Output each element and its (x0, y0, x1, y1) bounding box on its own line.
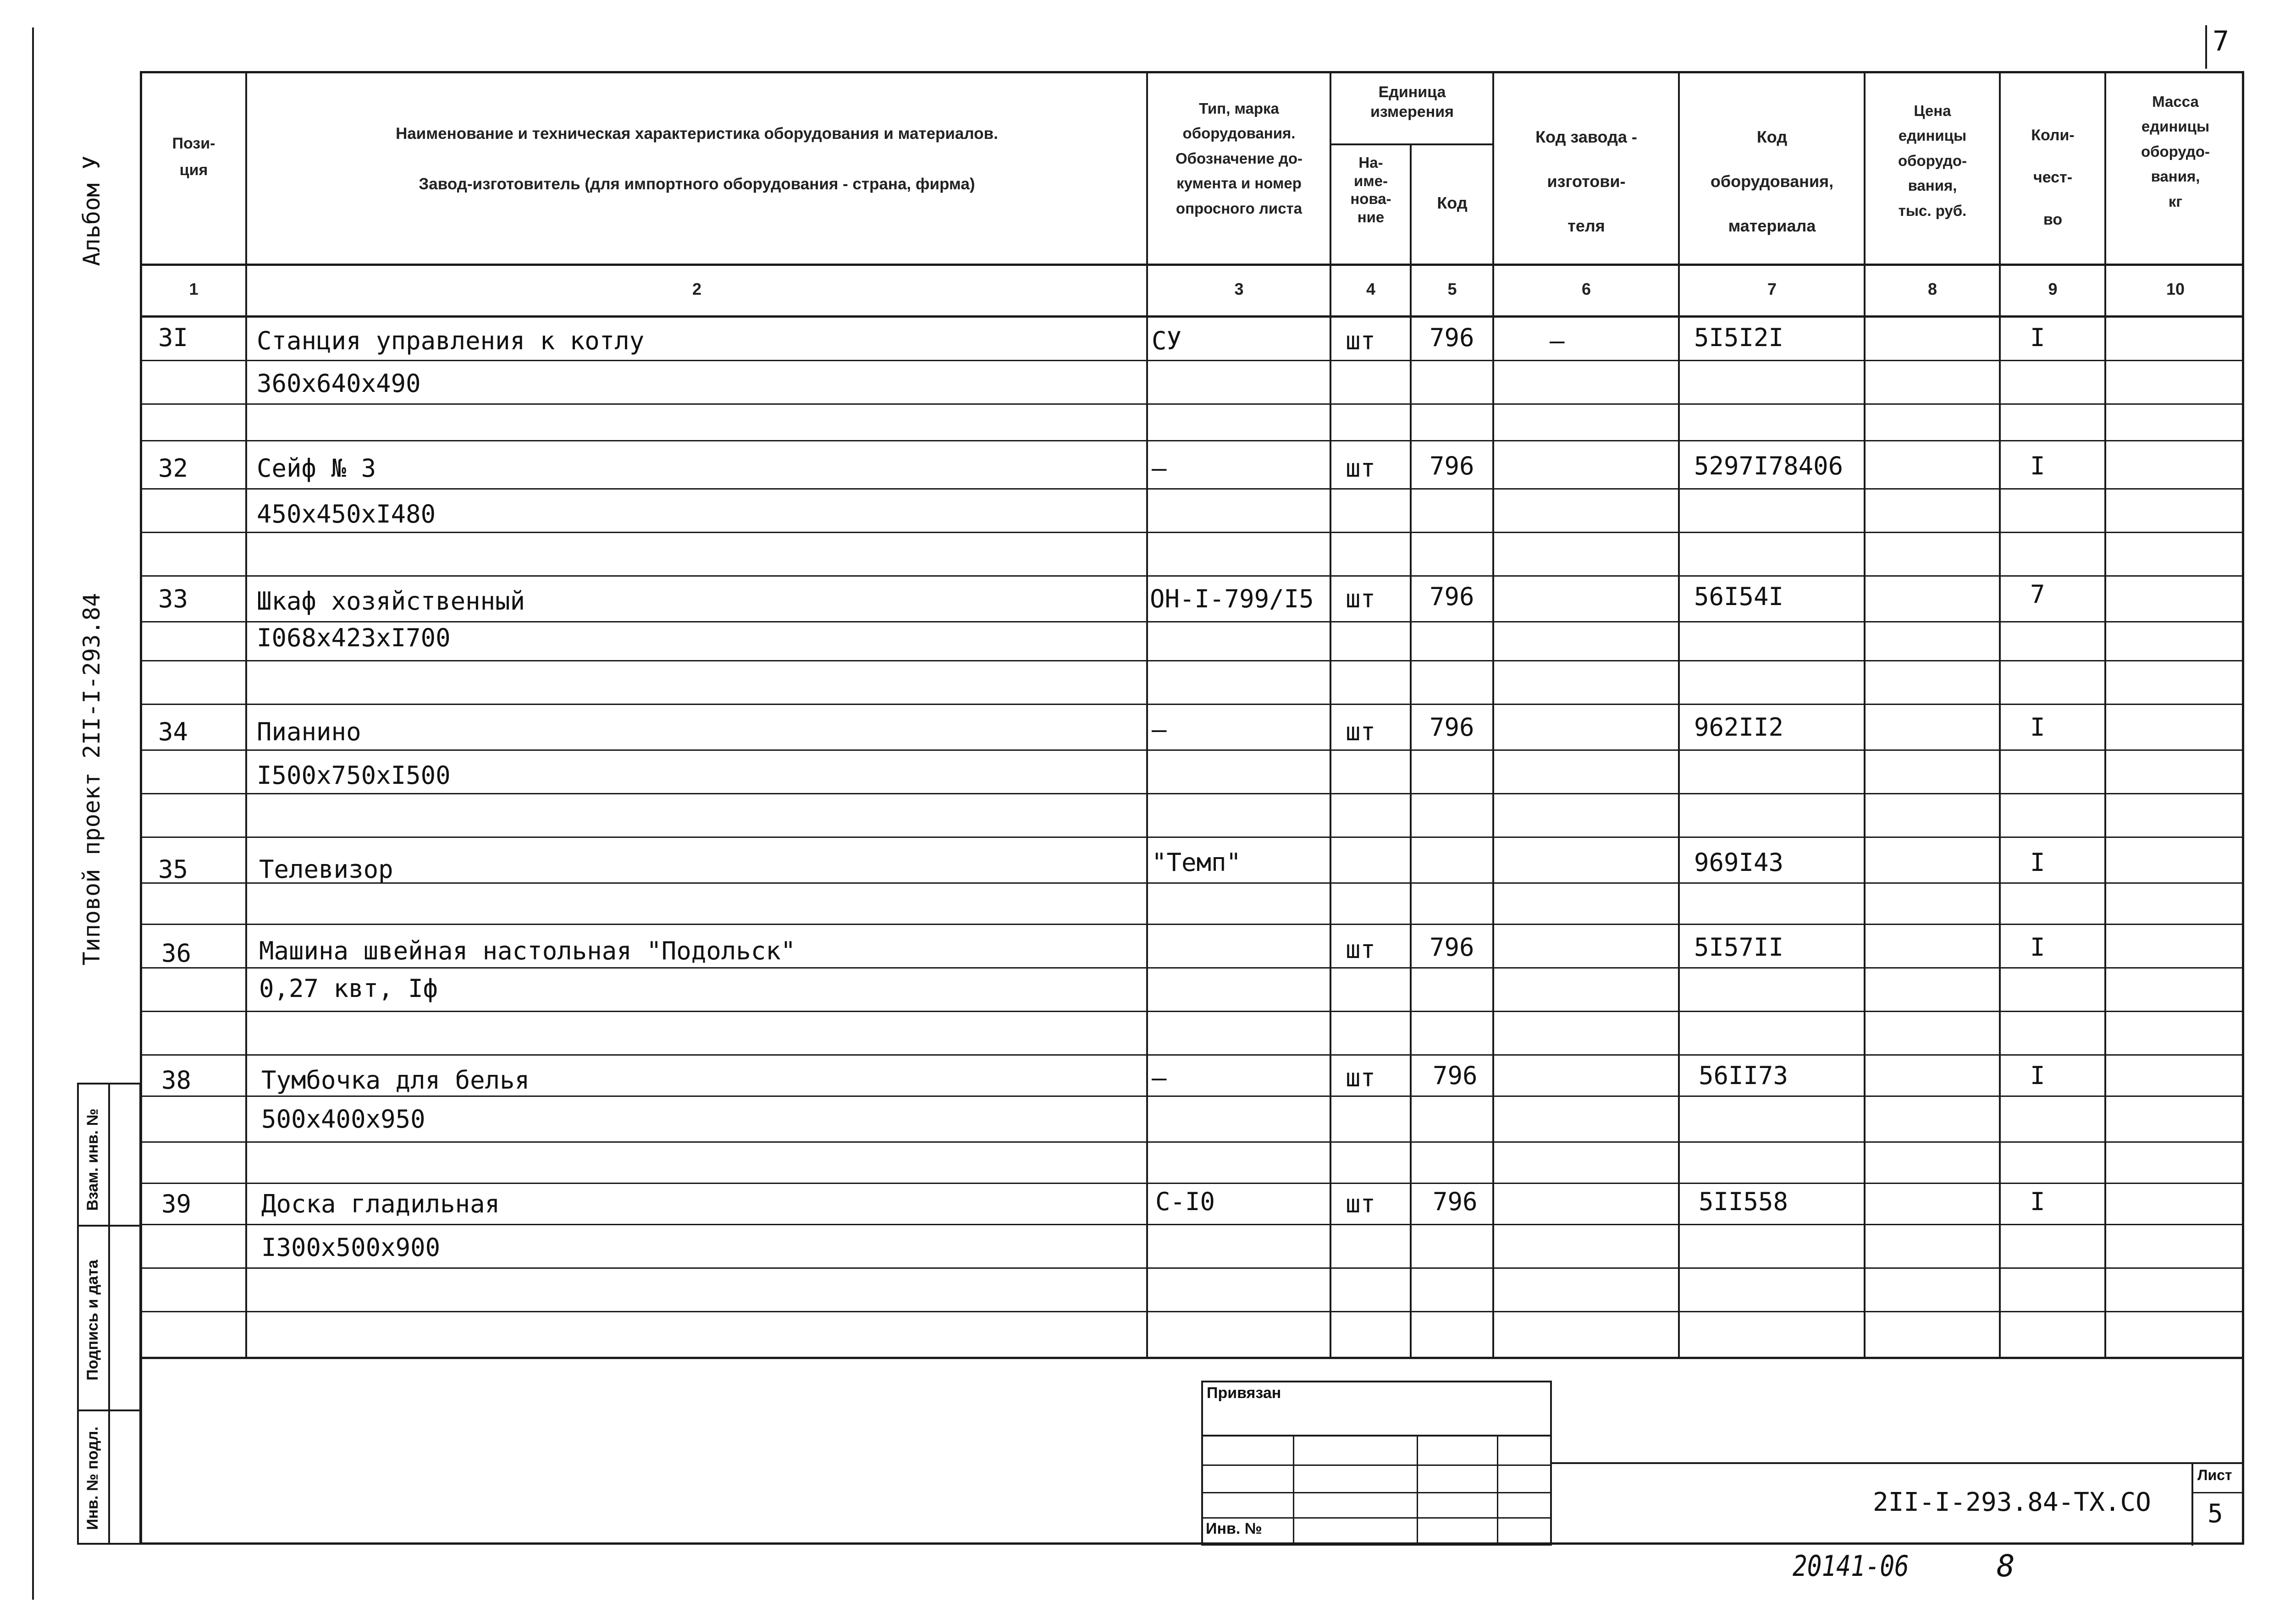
stamp-podpis: Подпись и дата (84, 1260, 101, 1381)
header-name-line1: Наименование и техническая характеристика оборудования и материалов. (396, 125, 998, 143)
header-quantity: Коли- чест- во (2031, 127, 2075, 228)
row-32-equipment-code: 5297I78406 (1694, 451, 1843, 480)
page-mark: 8 (1997, 1548, 2015, 1584)
row-31-unit-code: 796 (1430, 323, 1474, 352)
row-33-dims: I068х423хI700 (257, 623, 451, 652)
row-39-position: 39 (161, 1189, 192, 1218)
row-36-name: Машина швейная настольная "Подольск" (259, 936, 796, 965)
row-38-dims: 500х400х950 (261, 1105, 425, 1134)
colnum-10: 10 (2166, 280, 2185, 298)
row-32-name: Сейф № 3 (257, 454, 376, 483)
header-type: Тип, марка оборудования. Обозначение до- кумента и номер опросного листа (1176, 100, 1303, 217)
colnum-3: 3 (1234, 280, 1244, 298)
row-38-name: Тумбочка для белья (261, 1066, 530, 1095)
row-31-equipment-code: 5I5I2I (1694, 323, 1784, 352)
document-code: 2II-I-293.84-ТХ.СО (1873, 1487, 2151, 1517)
row-39-unit: шт (1346, 1189, 1376, 1218)
row-31-quantity: I (2030, 323, 2045, 352)
row-38-quantity: I (2030, 1061, 2045, 1090)
row-34-unit: шт (1346, 717, 1376, 746)
row-39-dims: I300х500х900 (261, 1233, 441, 1262)
header-price: Цена единицы оборудо- вания, тыс. руб. (1898, 102, 1967, 219)
row-36-quantity: I (2030, 933, 2045, 962)
project-label: Типовой проект 2II-I-293.84 (78, 593, 105, 966)
row-33-quantity: 7 (2030, 580, 2045, 609)
row-35-position: 35 (158, 855, 188, 884)
row-36-dims: 0,27 квт, Iф (259, 974, 438, 1003)
row-33-position: 33 (158, 584, 188, 613)
row-31-type: СУ (1152, 326, 1182, 355)
colnum-1: 1 (189, 280, 199, 298)
row-35-type: "Темп" (1152, 848, 1242, 877)
row-34-unit-code: 796 (1430, 713, 1474, 742)
row-34-equipment-code: 962II2 (1694, 713, 1784, 742)
row-33-equipment-code: 56I54I (1694, 582, 1784, 611)
row-34-position: 34 (158, 717, 188, 746)
sheet-label: Лист (2197, 1467, 2232, 1483)
colnum-9: 9 (2048, 280, 2058, 298)
row-39-type: С-I0 (1155, 1187, 1215, 1216)
stamp-vzam: Взам. инв. № (84, 1108, 101, 1211)
header-mass: Масса единицы оборудо- вания, кг (2141, 93, 2210, 210)
header-position: Пози- ция (172, 135, 215, 179)
row-34-dims: I500х750хI500 (257, 761, 451, 790)
row-32-unit: шт (1346, 454, 1376, 483)
row-33-name: Шкаф хозяйственный (257, 587, 525, 616)
inventory-number-label: Инв. № (1206, 1520, 1262, 1537)
colnum-7: 7 (1767, 280, 1777, 298)
row-31-unit: шт (1346, 326, 1376, 355)
header-unit-name: На- име- нова- ние (1350, 154, 1391, 226)
row-38-unit: шт (1346, 1063, 1376, 1092)
row-35-name: Телевизор (259, 855, 393, 884)
colnum-5: 5 (1447, 280, 1457, 298)
row-36-equipment-code: 5I57II (1694, 933, 1784, 962)
row-39-quantity: I (2030, 1187, 2045, 1216)
colnum-2: 2 (692, 280, 702, 298)
row-32-unit-code: 796 (1430, 451, 1474, 480)
row-32-dims: 450х450хI480 (257, 500, 436, 528)
header-unit-code: Код (1437, 193, 1468, 212)
row-34-name: Пианино (257, 717, 361, 746)
colnum-6: 6 (1581, 280, 1591, 298)
row-38-type: – (1152, 1063, 1167, 1092)
row-38-unit-code: 796 (1433, 1061, 1478, 1090)
row-36-unit-code: 796 (1430, 933, 1474, 962)
sheet-number: 5 (2208, 1499, 2223, 1529)
header-name-line2: Завод-изготовитель (для импортного оборудования - страна, фирма) (419, 175, 975, 193)
row-36-position: 36 (161, 939, 192, 968)
header-equipment-code: Код оборудования, материала (1710, 127, 1834, 236)
row-36-unit: шт (1346, 935, 1376, 964)
page-number: 7 (2213, 25, 2230, 57)
row-33-type: ОН-I-799/I5 (1150, 584, 1314, 613)
stamp-inv: Инв. № подл. (84, 1426, 101, 1530)
row-39-name: Доска гладильная (261, 1189, 500, 1218)
archive-number: 20141-06 (1793, 1549, 1909, 1583)
row-32-quantity: I (2030, 451, 2045, 480)
album-label: Альбом У (78, 155, 105, 266)
colnum-4: 4 (1366, 280, 1376, 298)
row-35-equipment-code: 969I43 (1694, 848, 1784, 877)
row-33-unit-code: 796 (1430, 582, 1474, 611)
row-35-quantity: I (2030, 848, 2045, 877)
header-factory-code: Код завода - изготови- теля (1535, 127, 1637, 236)
row-32-type: – (1152, 454, 1167, 483)
row-33-unit: шт (1346, 584, 1376, 613)
row-31-factory-code: – (1550, 326, 1565, 355)
header-unit: Единица измерения (1370, 83, 1454, 121)
row-38-position: 38 (161, 1066, 192, 1095)
row-32-position: 32 (158, 454, 188, 483)
row-38-equipment-code: 56II73 (1699, 1061, 1788, 1090)
row-34-quantity: I (2030, 713, 2045, 742)
row-31-name: Станция управления к котлу (257, 326, 645, 355)
binding-label: Привязан (1207, 1384, 1281, 1402)
row-39-unit-code: 796 (1433, 1187, 1478, 1216)
colnum-8: 8 (1927, 280, 1937, 298)
row-34-type: – (1152, 715, 1167, 744)
row-31-position: 3I (158, 323, 188, 352)
row-39-equipment-code: 5II558 (1699, 1187, 1788, 1216)
row-31-dims: 360х640х490 (257, 369, 421, 398)
